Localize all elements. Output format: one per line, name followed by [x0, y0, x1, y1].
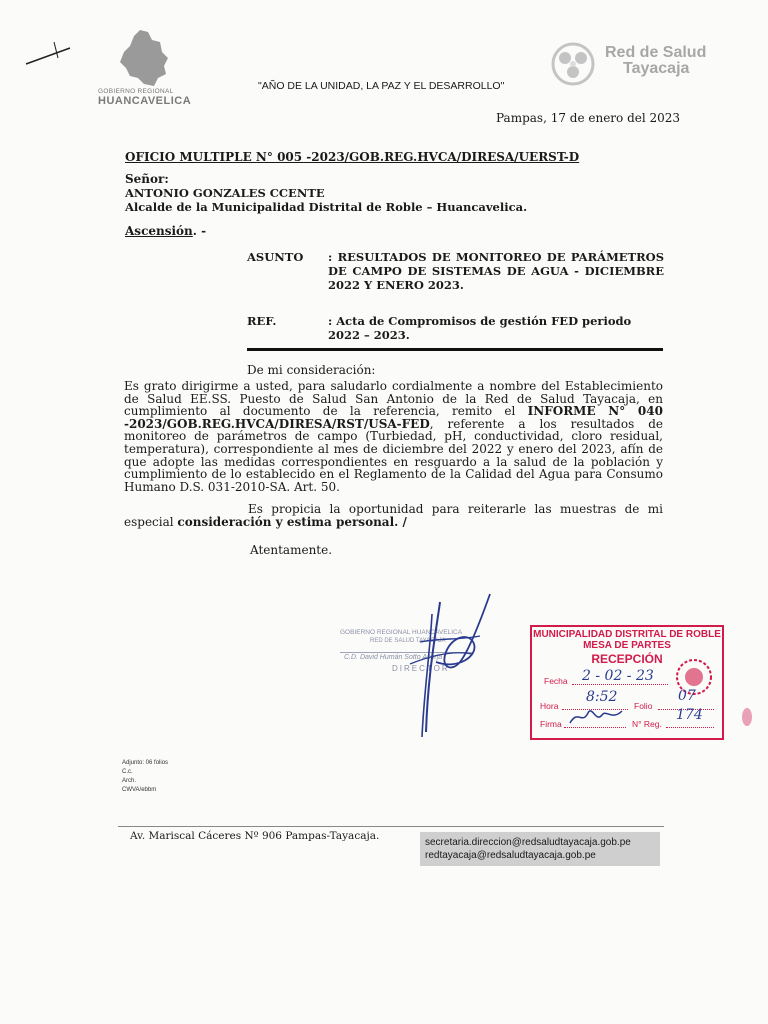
red-ink-mark: [740, 705, 754, 729]
informe-reference: INFORME N° 040 -2023/GOB.REG.HVCA/DIRESA/RST/USA-FED: [124, 404, 663, 431]
divider: [247, 348, 663, 351]
signer-name: C.D. David Humán Sotto Asorja: [344, 654, 443, 661]
cc-note: C.c.: [122, 769, 133, 775]
ref-label: REF.: [247, 314, 277, 328]
firma-label: Firma: [540, 719, 562, 729]
recipient-title: Alcalde de la Municipalidad Distrital de Roble – Huancavelica.: [125, 200, 528, 214]
stamp-recepcion: RECEPCIÓN: [591, 652, 663, 666]
recipient-city: [125, 224, 206, 238]
red-salud-emblem-icon: [545, 40, 601, 88]
signature-block: [340, 592, 510, 742]
folio-label: Folio: [634, 701, 653, 711]
huancavelica-map-icon: [116, 28, 176, 88]
pen-mark: [24, 38, 72, 68]
gobierno-regional-label: GOBIERNO REGIONAL: [98, 88, 174, 95]
arch-note: Arch.: [122, 778, 137, 784]
closing-paragraph: [124, 503, 663, 530]
reception-stamp: [530, 625, 724, 740]
stamp-municipality: MUNICIPALIDAD DISTRITAL DE ROBLE: [533, 629, 721, 640]
body-text-2: , referente a los resultados de monitoreo de parámetros de campo (Turbiedad, pH, conductividad, cloro residual, temperatura), correspondiente al mes de diciembre del 2022 y enero del 2023, afín de que adopte las medidas correspondientes en resguardo a la salud de la población y cumplimiento de lo establecido en el Reglamento de la Calidad del Agua para Consumo Humano D.S. 031-2010-SA. Art. 50.: [124, 416, 663, 494]
stamp-mesa-partes: MESA DE PARTES: [583, 640, 671, 651]
tayacaja-title: Tayacaja: [623, 60, 690, 77]
hora-value: 8:52: [586, 689, 618, 705]
farewell: Atentamente.: [250, 543, 333, 557]
recipient-name: ANTONIO GONZALES CCENTE: [125, 186, 325, 200]
salutation: Señor:: [125, 172, 169, 186]
footer-address: Av. Mariscal Cáceres Nº 906 Pampas-Tayacaja.: [130, 830, 380, 842]
city-name: Ascensión: [125, 224, 193, 238]
email-secretaria: secretaria.direccion@redsaludtayacaja.gob.pe: [425, 837, 631, 848]
handwritten-signature: [340, 592, 510, 742]
huancavelica-label: HUANCAVELICA: [98, 95, 192, 107]
seal-line-1: GOBIERNO REGIONAL HUANCAVELICA: [340, 629, 463, 636]
footer-emails: [420, 832, 660, 866]
gobierno-regional-logo: [96, 28, 196, 108]
asunto-text: : RESULTADOS DE MONITOREO DE PARÁMETROS DE CAMPO DE SISTEMAS DE AGUA - DICIEMBRE 2022 Y ENERO 2023.: [328, 250, 664, 292]
adjunto-note: Adjunto: 06 folios: [122, 760, 169, 766]
fecha-label: Fecha: [544, 676, 568, 686]
receiver-signature: [568, 705, 624, 727]
place-date: Pampas, 17 de enero del 2023: [496, 111, 681, 125]
signer-role: DIRECTOR: [392, 664, 450, 673]
seal-line-2: RED DE SALUD TAYACAJA: [370, 638, 446, 644]
asunto-label: ASUNTO: [247, 250, 304, 264]
folio-value: 07: [678, 688, 696, 704]
red-salud-title: Red de Salud: [605, 44, 707, 61]
initials-note: CWVA/ebbm: [122, 787, 157, 793]
ref-text: : Acta de Compromisos de gestión FED periodo 2022 – 2023.: [328, 314, 632, 342]
closing-text: Es propicia la oportunidad para reiterarle las muestras de mi especial: [124, 502, 663, 530]
nreg-value: 174: [676, 707, 703, 723]
city-suffix: . -: [192, 224, 207, 238]
red-salud-logo: [545, 38, 715, 90]
year-motto: "AÑO DE LA UNIDAD, LA PAZ Y EL DESARROLLO": [258, 80, 505, 92]
hora-label: Hora: [540, 701, 559, 711]
document-number: OFICIO MULTIPLE N° 005 -2023/GOB.REG.HVCA/DIRESA/UERST-D: [125, 150, 580, 164]
footer-divider: [118, 826, 664, 827]
body-text-1: Es grato dirigirme a usted, para saludarlo cordialmente a nombre del Establecimiento de Salud EE.SS. Puesto de Salud San Antonio de la Red de Salud Tayacaja, en cumplimiento al documento de la referencia, remito el: [124, 379, 663, 419]
closing-bold: consideración y estima personal. /: [177, 515, 407, 530]
nreg-label: N° Reg.: [632, 719, 662, 729]
email-redtayacaja: redtayacaja@redsaludtayacaja.gob.pe: [425, 850, 596, 861]
body-paragraph: [124, 380, 663, 493]
annotations: [122, 759, 168, 795]
greeting: De mi consideración:: [247, 363, 376, 377]
fecha-value: 2 - 02 - 23: [582, 668, 654, 684]
